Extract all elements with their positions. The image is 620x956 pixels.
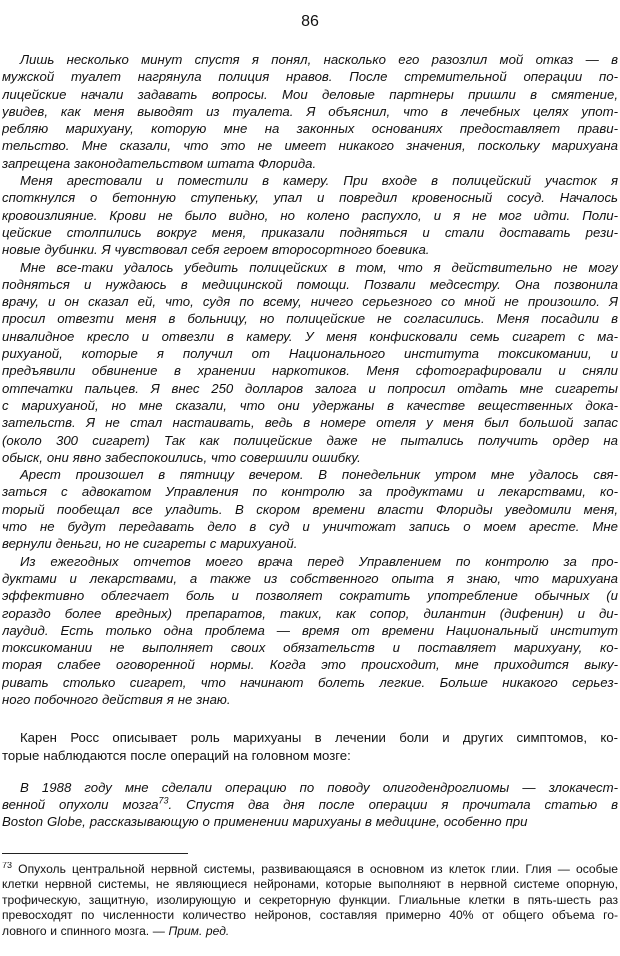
text-line: Из ежегодных отчетов моего врача перед Управлением по контролю за про- bbox=[20, 553, 618, 569]
text-line: Мне все-таки удалось убедить полицейских в том, что я действительно не могу bbox=[20, 259, 618, 275]
text-line: споткнулся о бетонную ступеньку, упал и повредил кровеносный сосуд. Началось bbox=[2, 190, 618, 206]
footnote-divider bbox=[2, 853, 188, 854]
text-line: лаудид. Есть только одна проблема — время от времени Национальный институт bbox=[2, 622, 618, 638]
text-line: Лишь несколько минут спустя я понял, насколько его разозлил мой отказ — в bbox=[20, 52, 618, 67]
footnote-line: $^{73}$ Опухоль центральной нервной системы, развивающаяся в основном из клеток глии. Глия — особые bbox=[2, 861, 618, 876]
text-line: с марихуаной, но мне сказали, что они удержаны в качестве вещественных дока- bbox=[2, 397, 618, 413]
text-line: гораздо более вредных) препаратов, таких, как сопор, дилантин (дифенин) и ди- bbox=[2, 605, 618, 621]
text-line: Boston Globe, рассказывающую о применении марихуаны в медицине, особенно при bbox=[2, 814, 528, 830]
text-line: вернули деньги, но не сигареты с марихуаной. bbox=[2, 536, 298, 552]
paragraph bbox=[2, 51, 618, 172]
paragraph bbox=[2, 779, 618, 831]
text-line: эффективно облегчает боль и позволяет сократить употребление обычных (и bbox=[2, 588, 618, 604]
text-line: зательств. Я не стал настаивать, ведь в номере отеля у меня был большой запас bbox=[2, 415, 618, 431]
text-line: инвалидное кресло и отвезли в камеру. У меня конфисковали семь сигарет с ма- bbox=[2, 328, 618, 344]
text-line: врачу, и он сказал ей, что, судя по всему, ничего серьезного со мной не произошло. Я bbox=[2, 294, 618, 310]
text-line: тельство. Мне сказали, что это не имеет никакого значения, поскольку марихуана bbox=[2, 138, 618, 154]
text-line: В 1988 году мне сделали операцию по поводу олигодендроглиомы — злокачест- bbox=[20, 779, 618, 795]
text-line: увидев, как меня выводят из туалета. Я объяснил, что в лечебных целях упот- bbox=[2, 103, 618, 119]
text-line: подняться и нуждаюсь в медицинской помощи. Позвали медсестру. Она позвонила bbox=[2, 276, 618, 292]
text-line: отпечатки пальцев. Я внес 250 долларов залога и попросил отдать мне сигареты bbox=[2, 380, 618, 396]
text-line: ного побочного действия я не знаю. bbox=[2, 691, 231, 707]
text-line: обыск, они явно забеспокоились, что совершили ошибку. bbox=[2, 449, 361, 465]
text-line: венной опухоли мозга$^{73}$. Спустя два дня после операции я прочитала статью в bbox=[2, 796, 618, 813]
text-line: торый пообещал все уладить. В скором времени власти Флориды уведомили меня, bbox=[2, 501, 618, 517]
page-number: 86 bbox=[301, 13, 319, 30]
text-line: (около 300 сигарет) Так как полицейские даже не пытались получить ордер на bbox=[2, 432, 618, 448]
text-line: запрещена законодательством штата Флорида. bbox=[2, 155, 317, 171]
paragraph bbox=[2, 172, 618, 258]
text-line: Карен Росс описывает роль марихуаны в лечении боли и других симптомов, ко- bbox=[20, 730, 618, 746]
text-line: рихуаной, которые я получил от Национального института токсикомании, и bbox=[2, 346, 618, 362]
text-line: предъявили обвинение в хранении наркотиков. Меня сфотографировали и сняли bbox=[2, 363, 618, 379]
footnote-line: ловного и спинного мозга. — Прим. ред. bbox=[2, 923, 230, 938]
text-line: новые дубинки. Я чувствовал себя героем второсортного боевика. bbox=[2, 242, 430, 258]
footnote-line: превосходят по численности количество нейронов, составляя примерно 40% от общего объема го- bbox=[2, 908, 618, 923]
footnote-line: клетки нервной системы, не являющиеся нейронами, которые выполняют в нервной системе опорную, bbox=[2, 877, 618, 892]
body-text bbox=[2, 51, 618, 831]
footnote-line: трофическую, защитную, изолирующую и секреторную функции. Глиальные клетки в пять-шесть раз bbox=[2, 892, 618, 907]
text-line: заться с адвокатом Управления по контролю за продуктами и лекарствами, ко- bbox=[2, 484, 618, 500]
paragraph bbox=[2, 729, 618, 764]
text-line: цейские столпились вокруг меня, приказали подняться и стали доставать рези- bbox=[2, 224, 618, 240]
text-line: лицейские начали задавать вопросы. Мои деловые партнеры пришли в смятение, bbox=[2, 86, 618, 102]
text-line: токсикомании не выполняет своих обязательств и поставляет марихуану, ко- bbox=[2, 640, 618, 656]
text-line: ривать столько сигарет, что начинают болеть легкие. Больше никакого серьез- bbox=[2, 674, 618, 690]
paragraph bbox=[2, 553, 618, 709]
text-line: торые наблюдаются после операций на головном мозге: bbox=[2, 747, 351, 763]
text-line: мужской туалет нагрянула полиция нравов. После стремительной операции по- bbox=[2, 69, 618, 85]
text-line: просил отвезти меня в больницу, но полицейские не согласились. Меня посадили в bbox=[2, 311, 618, 327]
paragraph bbox=[2, 259, 618, 467]
footnote bbox=[2, 862, 618, 940]
text-line: торая слабее оговоренной нормы. Когда это происходит, мне приходится выку- bbox=[2, 657, 618, 673]
text-line: Меня арестовали и поместили в камеру. При входе в полицейский участок я bbox=[20, 173, 618, 189]
text-line: что не будут передавать дело в суд и уничтожат запись о моем аресте. Мне bbox=[2, 519, 618, 535]
text-line: дуктами и лекарствами, а также из собственного опыта я знаю, что марихуана bbox=[2, 570, 618, 586]
text-line: Арест произошел в пятницу вечером. В понедельник утром мне удалось свя- bbox=[20, 467, 618, 483]
paragraph bbox=[2, 466, 618, 552]
text-line: ребляю марихуану, которую мне на законных основаниях предоставляет прави- bbox=[2, 121, 618, 137]
text-line: кровоизлияние. Крови не было видно, но колено распухло, и я не мог идти. Поли- bbox=[2, 207, 618, 223]
